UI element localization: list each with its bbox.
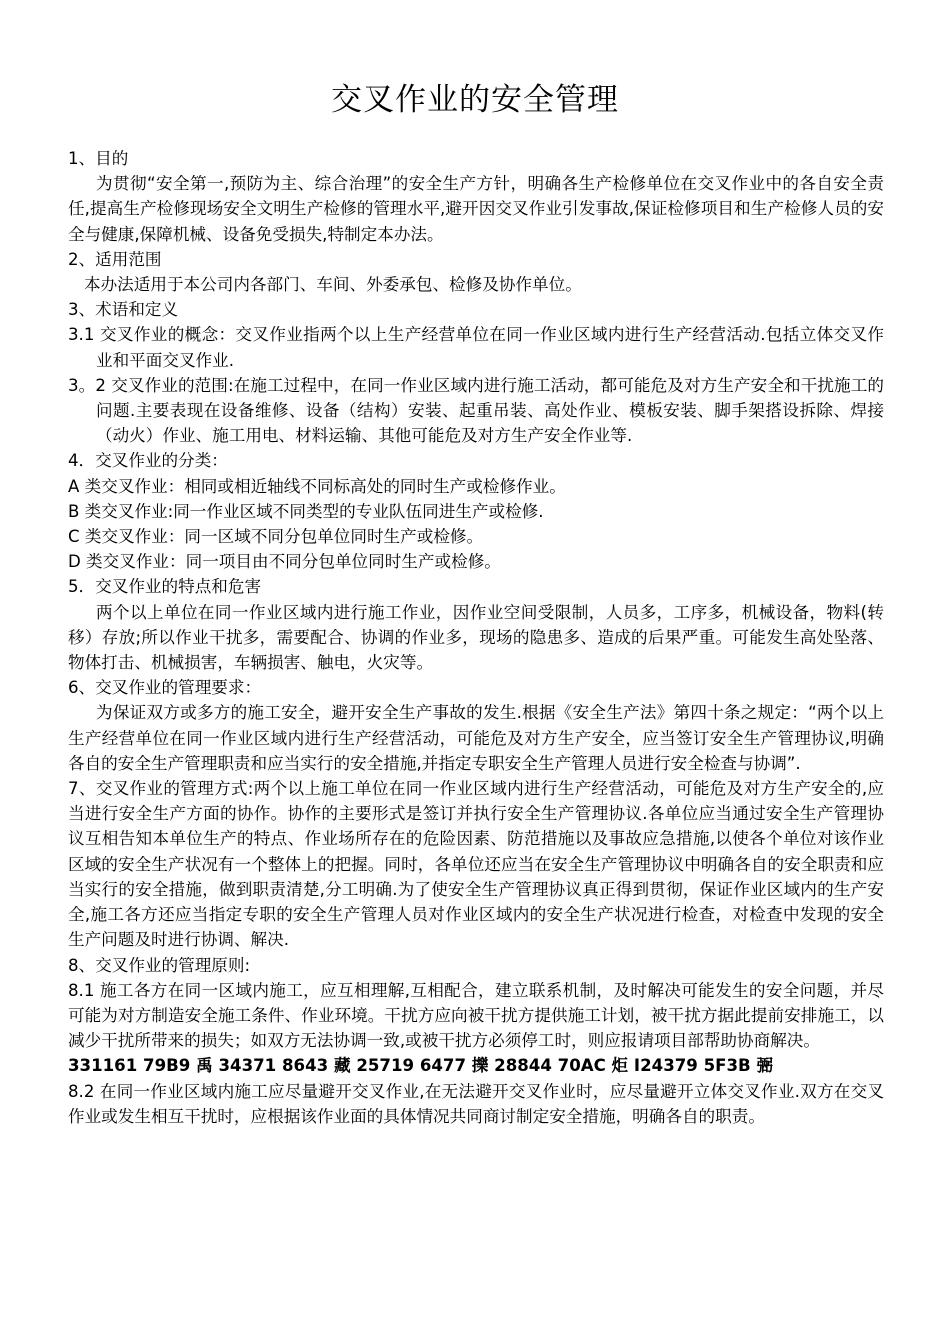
paragraph: B 类交叉作业:同一作业区域不同类型的专业队伍同进生产或检修. [68,501,544,521]
paragraph: 3。2 交叉作业的范围:在施工过程中，在同一作业区域内进行施工活动，都可能危及对方生产安全和干扰施工的问题.主要表现在设备维修、设备（结构）安装、起重吊装、高处作业、模板安装、脚手架搭设拆除、焊接（动火）作业、施工用电、材料运输、其他可能危及对方生产安全作业等. [68,375,884,446]
paragraph: 本办法适用于本公司内各部门、车间、外委承包、检修及协作单位。 [84,275,582,295]
paragraph: 331161 79B9 禹 34371 8643 藏 25719 6477 擽 28844 70AC 炬 I24379 5F3B 弻 [68,1056,774,1076]
document-body [68,146,884,1129]
paragraph: 为贯彻“安全第一,预防为主、综合治理”的安全生产方针，明确各生产检修单位在交叉作业中的各自安全责任,提高生产检修现场安全文明生产检修的管理水平,避开因交叉作业引发事故,保证检修项目和生产检修人员的安全与健康,保障机械、设备免受损失,特制定本办法。 [68,174,884,244]
section-heading: 6、交叉作业的管理要求： [68,678,262,698]
section-heading: 1、目的 [68,149,129,168]
paragraph: 两个以上单位在同一作业区域内进行施工作业，因作业空间受限制，人员多，工序多，机械设备，物料(转移）存放;所以作业干扰多，需要配合、协调的作业多，现场的隐患多、造成的后果严重。可能发生高处坠落、物体打击、机械损害，车辆损害、触电，火灾等。 [68,602,884,673]
document-title: 交叉作业的安全管理 [331,82,619,118]
paragraph: 为保证双方或多方的施工安全，避开安全生产事故的发生.根据《安全生产法》第四十条之规定：“两个以上生产经营单位在同一作业区域内进行生产经营活动，可能危及对方生产安全，应当签订安全生产管理协议,明确各自的安全生产管理职责和应当实行的安全措施,并指定专职安全生产管理人员进行安全检查与协调”. [68,703,884,773]
section-heading: 3、术语和定义 [68,300,179,320]
section-heading: 8、交叉作业的管理原则: [68,955,251,975]
section-heading: 2、适用范围 [68,249,162,269]
paragraph: 3.1 交叉作业的概念：交叉作业指两个以上生产经营单位在同一作业区域内进行生产经营活动.包括立体交叉作业和平面交叉作业. [68,325,884,370]
section-heading: 5．交叉作业的特点和危害 [68,577,262,597]
paragraph: C 类交叉作业：同一区域不同分包单位同时生产或检修。 [68,527,484,547]
paragraph: A 类交叉作业：相同或相近轴线不同标高处的同时生产或检修作业。 [68,476,566,496]
paragraph: 8.1 施工各方在同一区域内施工，应互相理解,互相配合，建立联系机制，及时解决可能发生的安全问题，并尽可能为对方制造安全施工条件、作业环境。干扰方应向被干扰方提供施工计划，被干扰方据此提前安排施工，以减少干扰所带来的损失；如双方无法协调一致,或被干扰方必须停工时，则应报请项目部帮助协商解决。 [68,980,884,1051]
paragraph: 8.2 在同一作业区域内施工应尽量避开交叉作业,在无法避开交叉作业时，应尽量避开立体交叉作业.双方在交叉作业或发生相互干扰时，应根据该作业面的具体情况共同商讨制定安全措施，明确各自的职责。 [68,1081,884,1126]
paragraph: D 类交叉作业：同一项目由不同分包单位同时生产或检修。 [68,552,501,572]
section-heading: 4．交叉作业的分类： [68,451,228,471]
paragraph: 7、交叉作业的管理方式:两个以上施工单位在同一作业区域内进行生产经营活动，可能危及对方生产安全的,应当进行安全生产方面的协作。协作的主要形式是签订并执行安全生产管理协议.各单位应当通过安全生产管理协议互相告知本单位生产的特点、作业场所存在的危险因素、防范措施以及事故应急措施,以使各个单位对该作业区域的安全生产状况有一个整体上的把握。同时，各单位还应当在安全生产管理协议中明确各自的安全职责和应当实行的安全措施，做到职责清楚,分工明确.为了使安全生产管理协议真正得到贯彻，保证作业区域内的生产安全,施工各方还应当指定专职的安全生产管理人员对作业区域内的安全生产状况进行检查，对检查中发现的安全生产问题及时进行协调、解决. [68,779,884,950]
